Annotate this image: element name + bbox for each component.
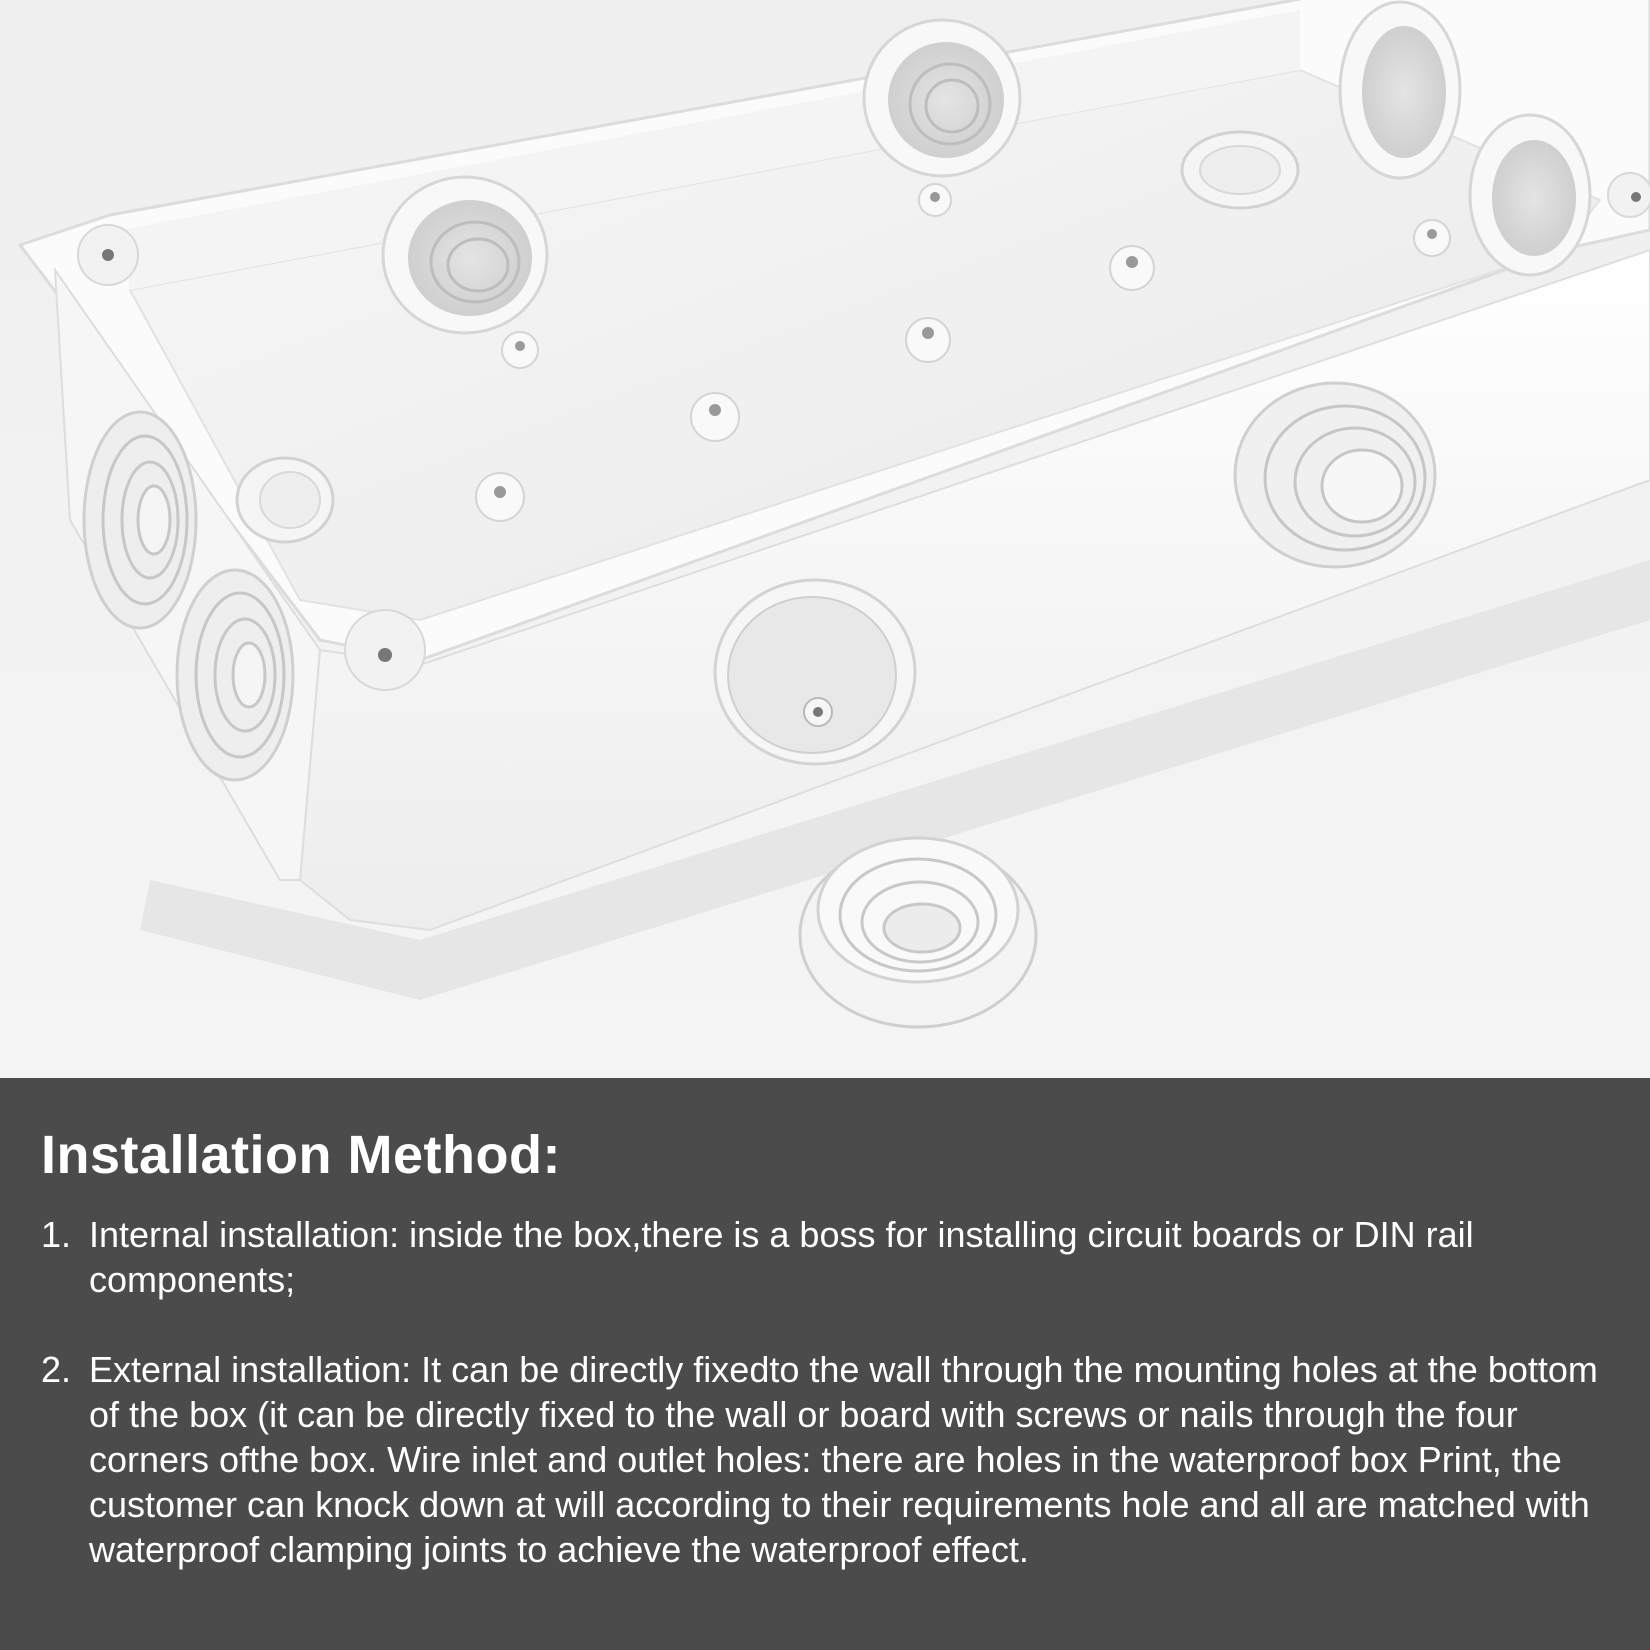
corner-screw-hole (345, 610, 425, 690)
mounting-boss (502, 332, 538, 368)
step-text: External installation: It can be directly fixedto the wall through the mounting holes at the bottom of the box (it can be directly fixed to the wall or board with screws or nails through the four corners ofthe box. Wire inlet and outlet holes: there are holes in the waterproof box Print, the customer can knock down at will according to their requirements hole and all are matched with waterproof clamping joints to achieve the waterproof effect. (89, 1349, 1598, 1570)
rubber-grommet-front (1235, 383, 1435, 567)
list-item (41, 1212, 1621, 1302)
mounting-boss (1110, 246, 1154, 290)
installation-steps (41, 1212, 1621, 1572)
rubber-grommet-side-1 (84, 412, 196, 628)
section-title: Installation Method: (41, 1125, 561, 1185)
mounting-boss (919, 184, 951, 216)
mounting-boss (476, 473, 524, 521)
list-item (41, 1347, 1621, 1572)
mounting-boss (1414, 220, 1450, 256)
rubber-grommet-side-2 (177, 570, 293, 780)
floor-ring (237, 458, 333, 542)
mounting-boss (691, 393, 739, 441)
installation-panel (0, 1078, 1650, 1650)
knockout-hole-top-2 (864, 20, 1020, 176)
corner-screw-hole (1608, 173, 1650, 217)
knockout-hole-right-2 (1470, 115, 1590, 275)
knockout-hole-right-1 (1340, 2, 1460, 178)
step-number: 2. (41, 1349, 72, 1390)
step-text: Internal installation: inside the box,there is a boss for installing circuit boards or DIN rail components; (89, 1214, 1474, 1300)
step-number: 1. (41, 1214, 72, 1255)
mounting-boss (906, 318, 950, 362)
knockout-hole-top-1 (383, 177, 547, 333)
open-knockout-hole-front (715, 580, 915, 764)
corner-screw-hole (78, 225, 138, 285)
floor-ring (1182, 132, 1298, 208)
